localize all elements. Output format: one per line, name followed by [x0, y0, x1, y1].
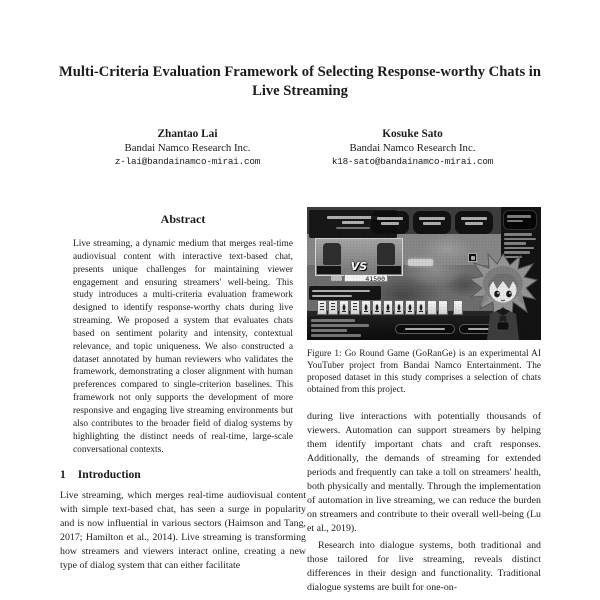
- vs-battle-panel: [315, 238, 403, 276]
- game-tile: [317, 300, 327, 315]
- author-name: Zhantao Lai: [157, 128, 218, 140]
- game-tile: [394, 300, 404, 315]
- mission-badge-2: [413, 211, 451, 234]
- body-paragraph-2: Research into dialogue systems, both traditional and those tailored for live streaming, reveals distinct differences in their design and functionality. Traditional dialogue systems are built for one-on-: [307, 539, 541, 593]
- figure-1: [307, 207, 541, 397]
- game-tile: [339, 300, 349, 315]
- author-2: [300, 127, 525, 168]
- game-tile: [438, 300, 448, 315]
- anime-character-illustration: [467, 250, 539, 340]
- author-name: Kosuke Sato: [382, 128, 443, 140]
- score-bar: 41500: [344, 274, 388, 282]
- game-screenshot-image: [307, 207, 541, 340]
- game-tile: [427, 300, 437, 315]
- center-callout-text: [408, 259, 433, 266]
- body-paragraph-1: during live interactions with potentially thousands of viewers. Automation can support streamers by helping them identify important chats and craft responses. Additionally, the demands of streaming for extended periods and frequently can take a toll on streamers' health, both physically and mentally. Through the implementation of automation in live streaming, we can reduce the burden on streamers and contribute to their overall well-being (Lu et al., 2019).: [307, 410, 541, 534]
- game-tile: [361, 300, 371, 315]
- score-label: [331, 276, 342, 281]
- section-number: 1: [60, 468, 66, 482]
- chat-log-lines: [311, 319, 381, 339]
- game-tile: [328, 300, 338, 315]
- paper-title: Multi-Criteria Evaluation Framework of Selecting Response-worthy Chats in Live Streaming: [59, 64, 541, 99]
- subtitle-message-box: [309, 286, 381, 300]
- mission-badge-3: [455, 211, 493, 234]
- tile-hand-row: [317, 300, 463, 315]
- game-tile: [372, 300, 382, 315]
- abstract-body: Live streaming, a dynamic medium that merges real-time audiovisual content with interactive text-based chat, presents unique challenges for maintaining viewer engagement and ensuring streamers' well-being. This study introduces a multi-criteria evaluation framework designed to identify response-worthy chats during live streaming. We proposed a system that evaluates chats based on sentiment polarity and intensity, contextual relevance, and topic uniqueness. We also constructed a dataset annotated by human reviewers who validates the framework, demonstrating a closer alignment with human preferences compared to single-criterion baselines. This framework not only supports the development of more responsive and engaging live streaming environments but also contributes to the broader field of dialog systems by highlighting the distinct needs of real-time, large-scale conversational contexts.: [73, 239, 293, 455]
- right-column: [307, 207, 541, 595]
- game-tile: [416, 300, 426, 315]
- game-tile: [350, 300, 360, 315]
- game-tile: [383, 300, 393, 315]
- section-heading-introduction: [60, 468, 306, 481]
- author-1: [75, 127, 300, 168]
- left-column: [60, 212, 306, 573]
- author-email: k18-sato@bandainamco-mirai.com: [331, 156, 494, 167]
- abstract-heading: Abstract: [160, 212, 206, 226]
- mission-badge-1: [371, 211, 409, 234]
- game-tile: [405, 300, 415, 315]
- author-affiliation: Bandai Namco Research Inc.: [124, 142, 251, 154]
- author-email: z-lai@bandainamco-mirai.com: [114, 156, 261, 167]
- section-title: Introduction: [77, 468, 141, 482]
- game-tile-drawn: [453, 300, 463, 315]
- vs-label: VS: [350, 260, 368, 273]
- author-affiliation: Bandai Namco Research Inc.: [349, 142, 476, 154]
- intro-paragraph: Live streaming, which merges real-time audiovisual content with simple text-based chat, has seen a surge in popularity and is now influential in various sectors (Haimson and Tang, 2017; Hamilton et al., 2014). Live streaming is transforming how streamers and viewers interact online, creating a new type of dialog system that can either facilitate: [60, 490, 306, 572]
- mission-badge-4: [503, 210, 537, 230]
- action-button-left: [395, 324, 455, 334]
- author-block: [75, 127, 525, 168]
- figure-caption: Figure 1: Go Round Game (GoRanGe) is an experimental AI YouTuber project from Bandai Namco Entertainment. The proposed dataset in this study comprises a selection of chats obtained from this project.: [307, 349, 541, 395]
